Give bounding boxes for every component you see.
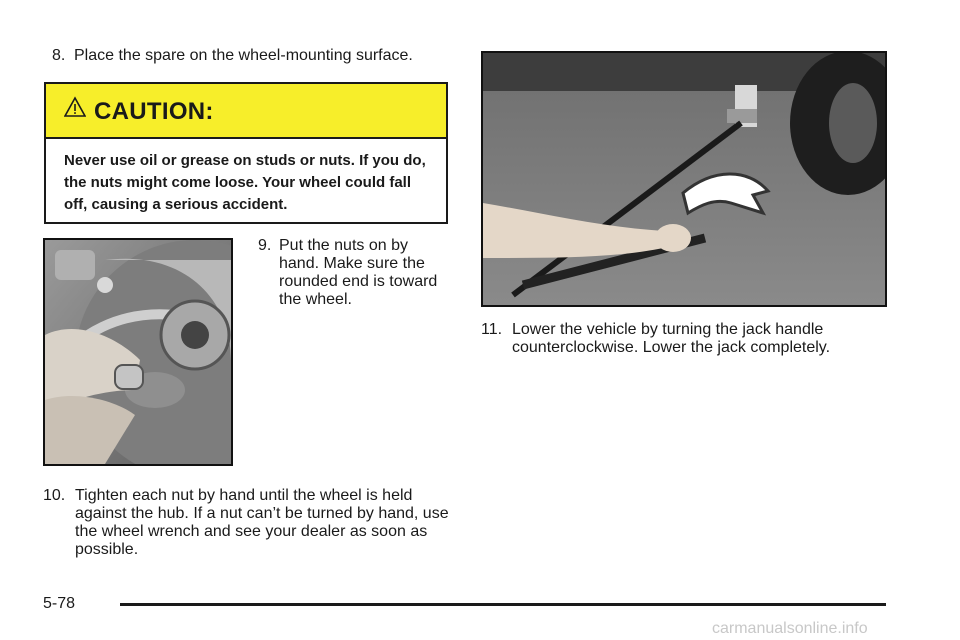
caution-header — [46, 84, 446, 139]
step-text: Place the spare on the wheel-mounting surface. — [74, 47, 413, 64]
step-text: Put the nuts on by hand. Make sure the rounded end is toward the wheel. — [279, 237, 438, 308]
step-number: 9. — [258, 237, 272, 254]
step-number: 8. — [52, 47, 66, 64]
warning-triangle-icon — [64, 96, 86, 118]
step-number: 11. — [481, 321, 503, 338]
caution-title: CAUTION: — [94, 98, 214, 125]
step-text: Lower the vehicle by turning the jack handle counterclockwise. Lower the jack completely. — [512, 321, 831, 356]
watermark: carmanualsonline.info — [712, 620, 868, 637]
caution-text: Never use oil or grease on studs or nuts. If you do, the nuts might come loose. Your wheel could fall off, causing a serious accident. — [64, 152, 426, 213]
step-text: Tighten each nut by hand until the wheel is held against the hub. If a nut can’t be turned by hand, use the wheel wrench and see your dealer as soon as possible. — [75, 487, 449, 558]
page-number: 5-78 — [43, 595, 76, 612]
footer-rule — [120, 603, 886, 606]
jack-handle-photo — [481, 51, 887, 307]
wheel-hub-photo — [43, 238, 233, 466]
step-number: 10. — [43, 487, 66, 504]
caution-box — [44, 82, 448, 224]
